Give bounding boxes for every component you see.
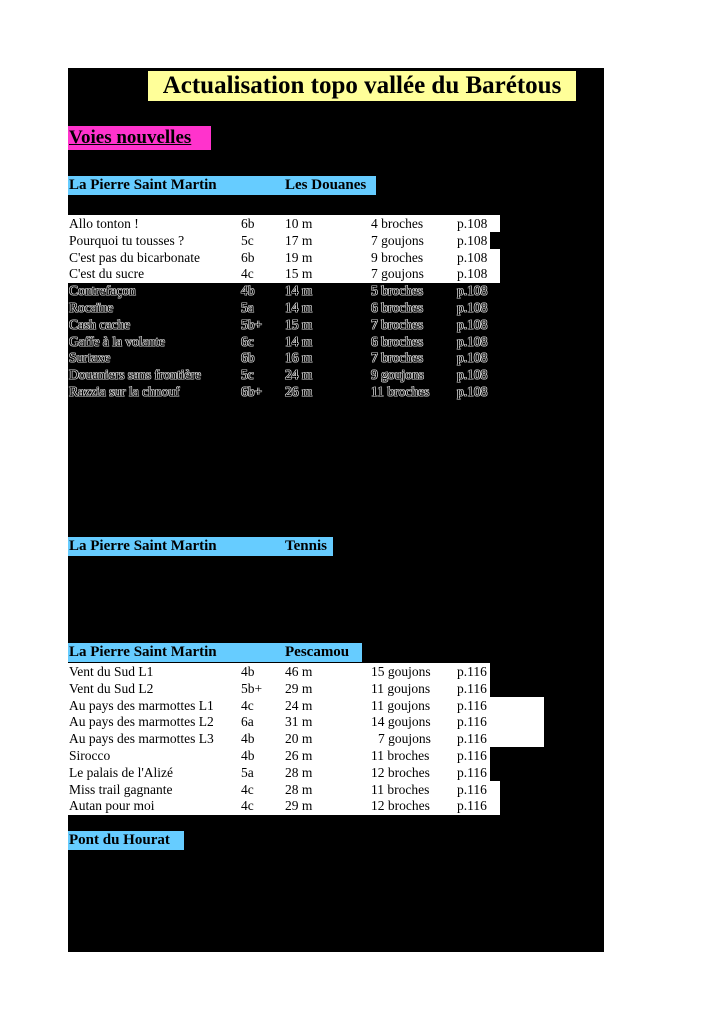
route-length: 46 m — [285, 664, 313, 679]
route-name: Pourquoi tu tousses ? — [69, 232, 185, 248]
route-gear: 7 broches — [371, 350, 424, 366]
route-grade: 5c — [241, 232, 254, 248]
route-grade: 5b+ — [241, 680, 263, 696]
route-gear: 7 broches — [371, 316, 424, 332]
route-name: Au pays des marmottes L1 — [69, 697, 214, 713]
route-page: p.108 — [457, 384, 488, 399]
route-page: p.116 — [457, 714, 487, 730]
route-length: 29 m — [285, 680, 313, 696]
sector-subname: Tennis — [285, 538, 327, 554]
route-length: 14 m — [285, 300, 313, 315]
document-sheet — [68, 68, 604, 952]
route-length: 28 m — [285, 781, 313, 797]
route-length: 16 m — [285, 350, 313, 366]
sector-name: La Pierre Saint Martin — [69, 644, 217, 660]
route-name: Gaffe à la volante — [69, 333, 166, 349]
route-grade: 4c — [241, 697, 254, 713]
route-gear: 7 goujons — [378, 731, 431, 747]
route-length: 14 m — [285, 283, 313, 299]
route-grade: 4b — [241, 283, 255, 299]
route-name: Autan pour moi — [69, 798, 155, 814]
route-name: Vent du Sud L2 — [69, 680, 154, 696]
route-page: p.108 — [457, 333, 488, 349]
route-page: p.108 — [457, 266, 488, 282]
route-length: 28 m — [285, 764, 313, 780]
route-page: p.116 — [457, 764, 487, 780]
route-length: 24 m — [285, 367, 313, 383]
route-grade: 4c — [241, 781, 254, 797]
route-length: 19 m — [285, 249, 313, 265]
route-gear: 4 broches — [371, 216, 424, 231]
route-page: p.108 — [457, 283, 488, 299]
route-gear: 12 broches — [371, 764, 430, 780]
route-gear: 15 goujons — [371, 664, 431, 679]
route-gear: 9 goujons — [371, 367, 424, 383]
route-grade: 4b — [241, 748, 255, 763]
route-name: Rocaïne — [69, 300, 114, 315]
route-page: p.116 — [457, 680, 487, 696]
route-gear: 6 broches — [371, 300, 424, 315]
route-grade: 6a — [241, 714, 254, 730]
route-gear: 7 goujons — [371, 232, 424, 248]
route-length: 26 m — [285, 384, 313, 399]
route-page: p.116 — [457, 798, 487, 814]
route-grade: 4b — [241, 731, 255, 747]
route-gear: 11 goujons — [371, 680, 431, 696]
route-page: p.116 — [457, 748, 487, 763]
route-gear: 12 broches — [371, 798, 430, 814]
route-gear: 11 broches — [371, 384, 430, 399]
route-page: p.108 — [457, 350, 488, 366]
route-name: Allo tonton ! — [69, 216, 139, 231]
route-page: p.108 — [457, 216, 488, 231]
route-length: 10 m — [285, 216, 313, 231]
route-length: 26 m — [285, 748, 313, 763]
section-heading: Voies nouvelles — [68, 126, 211, 150]
sector-name: La Pierre Saint Martin — [69, 177, 217, 193]
route-grade: 4c — [241, 798, 254, 814]
route-length: 15 m — [285, 316, 313, 332]
route-gear: 14 goujons — [371, 714, 431, 730]
route-length: 15 m — [285, 266, 313, 282]
route-gear: 11 goujons — [371, 697, 431, 713]
route-gear: 9 broches — [371, 249, 424, 265]
route-name: Vent du Sud L1 — [69, 664, 154, 679]
route-grade: 6b+ — [241, 384, 263, 399]
sector-subname: Les Douanes — [285, 177, 367, 193]
route-grade: 5a — [241, 764, 254, 780]
route-name: Contrefaçon — [69, 283, 136, 299]
page-title: Actualisation topo vallée du Barétous — [148, 71, 576, 101]
route-length: 31 m — [285, 714, 313, 730]
route-page: p.116 — [457, 664, 487, 679]
route-gear: 11 broches — [371, 748, 430, 763]
route-page: p.108 — [457, 300, 488, 315]
route-grade: 6b — [241, 216, 255, 231]
route-name: Surtaxe — [69, 350, 111, 366]
route-page: p.108 — [457, 367, 488, 383]
route-length: 14 m — [285, 333, 313, 349]
route-grade: 5a — [241, 300, 254, 315]
route-page: p.108 — [457, 232, 488, 248]
sector-name: La Pierre Saint Martin — [69, 538, 217, 554]
route-page: p.116 — [457, 697, 487, 713]
route-grade: 6b — [241, 350, 255, 366]
route-page: p.108 — [457, 249, 488, 265]
route-page: p.108 — [457, 316, 488, 332]
route-name: Sirocco — [69, 748, 111, 763]
sector-name: Pont du Hourat — [69, 832, 170, 848]
route-gear: 6 broches — [371, 333, 424, 349]
route-grade: 4b — [241, 664, 255, 679]
route-name: Douaniers sans frontière — [69, 367, 201, 383]
route-name: Miss trail gagnante — [69, 781, 173, 797]
route-name: Razzia sur la chnouf — [69, 384, 180, 399]
route-grade: 5c — [241, 367, 254, 383]
route-gear: 11 broches — [371, 781, 430, 797]
route-length: 20 m — [285, 731, 313, 747]
route-length: 17 m — [285, 232, 313, 248]
route-grade: 6c — [241, 333, 254, 349]
route-gear: 7 goujons — [371, 266, 424, 282]
route-gear: 5 broches — [371, 283, 424, 299]
route-name: Cash cache — [69, 316, 131, 332]
route-name: Le palais de l'Alizé — [69, 764, 174, 780]
route-name: C'est pas du bicarbonate — [69, 249, 201, 265]
route-length: 24 m — [285, 697, 313, 713]
route-name: C'est du sucre — [69, 266, 145, 282]
route-grade: 4c — [241, 266, 254, 282]
route-name: Au pays des marmottes L3 — [69, 731, 214, 747]
sector-subname: Pescamou — [285, 644, 350, 660]
route-page: p.116 — [457, 731, 487, 747]
route-grade: 5b+ — [241, 316, 263, 332]
route-page: p.116 — [457, 781, 487, 797]
route-grade: 6b — [241, 249, 255, 265]
route-length: 29 m — [285, 798, 313, 814]
route-name: Au pays des marmottes L2 — [69, 714, 214, 730]
